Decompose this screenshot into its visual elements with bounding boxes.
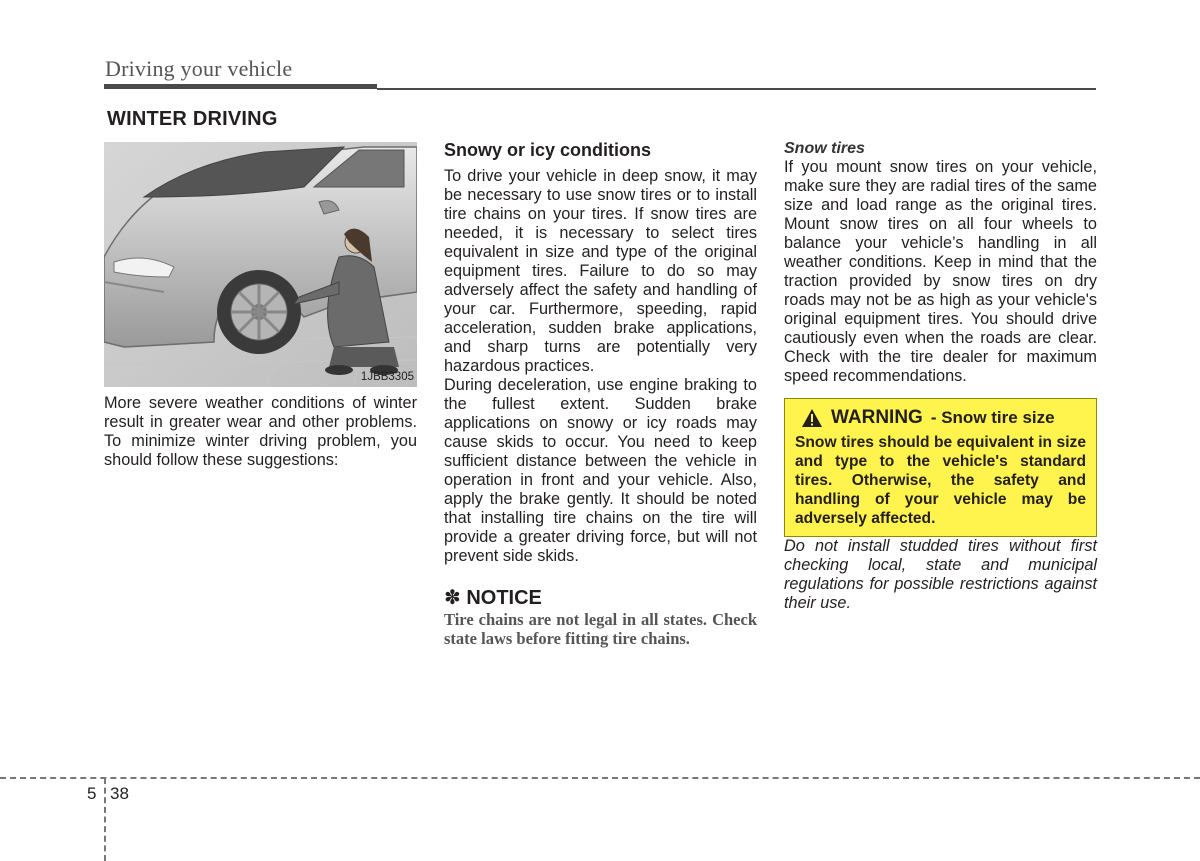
column-3 bbox=[784, 139, 1097, 613]
snowy-icy-heading: Snowy or icy conditions bbox=[444, 140, 652, 160]
figure-code: 1JBB3305 bbox=[360, 371, 414, 383]
page-number: 38 bbox=[110, 784, 129, 803]
snowy-icy-paragraph-2: During deceleration, use engine braking to the fullest extent. Sudden brake applications on snowy or icy roads may cause skids to occur. You need to keep sufficient distance between the vehicle in operation in front and your vehicle. Also, apply the brake gently. It should be noted that installing tire chains on the tire will provide a greater driving force, but will not prevent side skids. bbox=[444, 376, 757, 565]
snowy-icy-paragraph-1: To drive your vehicle in deep snow, it may be necessary to use snow tires or to install tire chains on your tires. If snow tires are needed, it is necessary to select tires equivalent in size and type of the original equipment tires. Failure to do so may adversely affect the safety and handling of your car. Furthermore, speeding, rapid acceleration, sudden brake applications, and sharp turns are potentially very hazardous practices. bbox=[444, 167, 757, 375]
warning-triangle-icon bbox=[801, 408, 823, 428]
footer-vertical-divider bbox=[104, 778, 106, 861]
column-1 bbox=[104, 394, 417, 470]
illustration-svg bbox=[104, 142, 417, 387]
notice-body: Tire chains are not legal in all states. Check state laws before fitting tire chains. bbox=[444, 610, 757, 648]
warning-body: Snow tires should be equivalent in size and type to the vehicle's standard tires. Otherwise, the safety and handling of your vehicle may be adversely affected. bbox=[795, 434, 1086, 527]
snow-tires-heading: Snow tires bbox=[784, 140, 865, 157]
warning-subtitle: - Snow tire size bbox=[930, 408, 1055, 427]
warning-label: WARNING bbox=[831, 407, 923, 428]
footer-divider bbox=[0, 777, 1200, 779]
snow-tires-paragraph: If you mount snow tires on your vehicle, make sure they are radial tires of the same size and load range as the original tires. Mount snow tires on all four wheels to balance your vehicle’s handling in all weather conditions. Keep in mind that the traction provided by snow tires on dry roads may not be as high as your vehicle's original equipment tires. You should drive cautiously even when the roads are clear. Check with the tire dealer for maximum speed recommendations. bbox=[784, 158, 1097, 385]
notice-heading: ✽ NOTICE bbox=[444, 587, 542, 609]
intro-paragraph: More severe weather conditions of winter result in greater wear and other problems. To minimize winter driving problem, you should follow these suggestions: bbox=[104, 394, 417, 469]
warning-box bbox=[784, 398, 1097, 537]
car-snow-tire-illustration bbox=[104, 142, 417, 387]
column-2 bbox=[444, 139, 757, 648]
header-rule-thin bbox=[377, 88, 1096, 90]
header-rule-thick bbox=[104, 84, 377, 89]
page-header-title: Driving your vehicle bbox=[105, 56, 293, 81]
studded-tires-note: Do not install studded tires without first checking local, state and municipal regulations for possible restrictions against their use. bbox=[784, 537, 1097, 612]
warning-title-row bbox=[801, 407, 1086, 429]
section-heading: WINTER DRIVING bbox=[107, 108, 278, 130]
chapter-number: 5 bbox=[87, 784, 97, 803]
